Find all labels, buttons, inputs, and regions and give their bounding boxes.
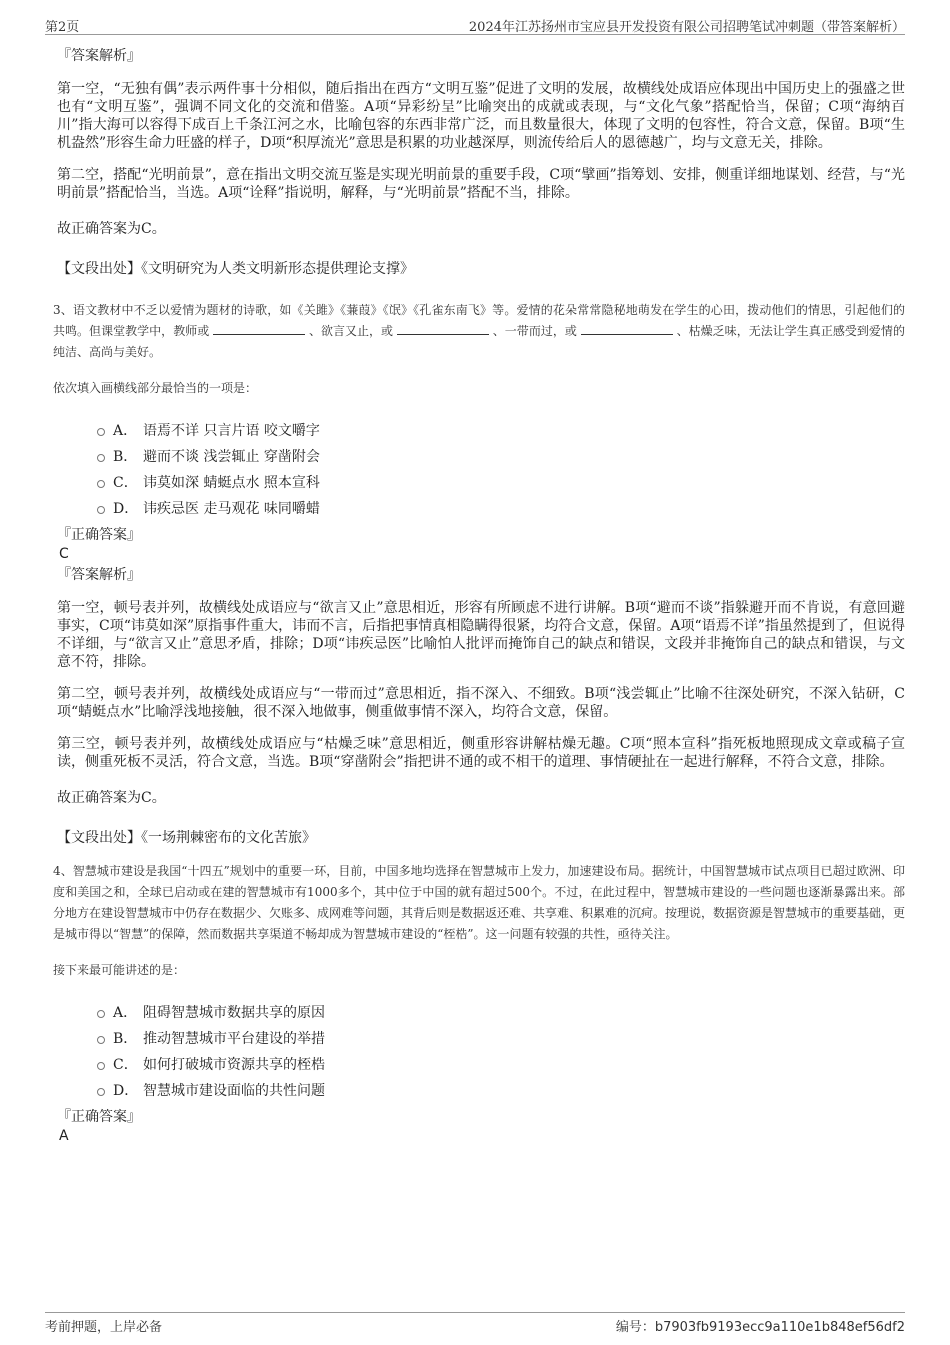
page-header bbox=[45, 14, 905, 35]
q4-option-d[interactable] bbox=[97, 1077, 905, 1103]
q3-answer: C bbox=[59, 546, 69, 562]
code-value: b7903fb9193ecc9a110e1b848ef56df2 bbox=[654, 1320, 905, 1335]
q3-analysis-label: 『答案解析』 bbox=[57, 567, 141, 583]
option-text: 阻碍智慧城市数据共享的原因 bbox=[143, 1005, 325, 1021]
q2-analysis-paragraph: 第二空，搭配“光明前景”，意在指出文明交流互鉴是实现光明前景的重要手段，C项“擘画”指筹划、安排，侧重详细地谋划、经营，与“光明前景”搭配恰当，当选。A项“诠释”指说明，解释，与“光明前景”搭配不当，排除。 bbox=[57, 167, 905, 201]
option-text: 推动智慧城市平台建设的举措 bbox=[143, 1031, 325, 1047]
q3-stem-part: 、一带而过，或 bbox=[492, 324, 577, 338]
option-letter: D． bbox=[113, 501, 139, 517]
q3-conclusion: 故正确答案为C。 bbox=[57, 790, 166, 806]
q2-conclusion: 故正确答案为C。 bbox=[57, 221, 166, 237]
q3-answer-label: 『正确答案』 bbox=[57, 527, 141, 543]
q2-source: 【文段出处】《文明研究为人类文明新形态提供理论支撑》 bbox=[57, 261, 414, 277]
q3-stem bbox=[53, 300, 905, 363]
q3-stem-part: 、欲言又止，或 bbox=[308, 324, 394, 338]
page-number: 第2页 bbox=[45, 20, 80, 35]
radio-icon[interactable] bbox=[97, 1062, 105, 1070]
option-letter: B． bbox=[113, 449, 138, 465]
option-letter: B． bbox=[113, 1031, 138, 1047]
option-letter: A． bbox=[113, 1005, 138, 1021]
page-footer bbox=[45, 1312, 905, 1333]
q4-option-a[interactable] bbox=[97, 999, 905, 1025]
q3-option-c[interactable] bbox=[97, 469, 905, 495]
option-text: 智慧城市建设面临的共性问题 bbox=[143, 1083, 325, 1099]
q4-option-b[interactable] bbox=[97, 1025, 905, 1051]
radio-icon[interactable] bbox=[97, 1088, 105, 1096]
option-text: 如何打破城市资源共享的桎梏 bbox=[143, 1057, 325, 1073]
option-text: 语焉不详 只言片语 咬文嚼字 bbox=[143, 423, 320, 439]
q3-prompt: 依次填入画横线部分最恰当的一项是： bbox=[53, 381, 258, 395]
q4-options bbox=[97, 999, 905, 1103]
radio-icon[interactable] bbox=[97, 1036, 105, 1044]
option-letter: D． bbox=[113, 1083, 139, 1099]
option-letter: A． bbox=[113, 423, 138, 439]
radio-icon[interactable] bbox=[97, 1010, 105, 1018]
q4-option-c[interactable] bbox=[97, 1051, 905, 1077]
option-text: 讳疾忌医 走马观花 味同嚼蜡 bbox=[143, 501, 320, 517]
q3-analysis-paragraph: 第一空，顿号表并列，故横线处成语应与“欲言又止”意思相近，形容有所顾虑不进行讲解。B项“避而不谈”指躲避开而不肯说，有意回避事实，C项“讳莫如深”原指事件重大，讳而不言，后指把事情真相隐瞒得很紧，均符合文意，保留。A项“语焉不详”指虽然提到了，但说得不详细，与“欲言又止”意思矛盾，排除；D项“讳疾忌医”比喻怕人批评而掩饰自己的缺点和错误，文段并非掩饰自己的缺点和错误，与文意不符，排除。 bbox=[57, 600, 905, 670]
blank-line bbox=[397, 322, 489, 335]
document-title: 2024年江苏扬州市宝应县开发投资有限公司招聘笔试冲刺题（带答案解析） bbox=[468, 20, 905, 35]
q3-option-d[interactable] bbox=[97, 495, 905, 521]
q4-stem: 4、智慧城市建设是我国“十四五”规划中的重要一环，目前，中国多地均选择在智慧城市上发力，加速建设布局。据统计，中国智慧城市试点项目已超过欧洲、印度和美国之和，全球已启动或在建的智慧城市有1000多个，其中位于中国的就有超过500个。不过，在此过程中，智慧城市建设的一些问题也逐渐暴露出来。部分地方在建设智慧城市中仍存在数据少、欠账多、成网难等问题，其背后则是数据返还难、共享难、积累难的沉疴。按理说，数据资源是智慧城市的重要基础，更是城市得以“智慧”的保障，然而数据共享渠道不畅却成为智慧城市建设的“桎梏”。这一问题有较强的共性，亟待关注。 bbox=[53, 864, 906, 941]
document-code bbox=[616, 1316, 905, 1335]
q2-analysis-paragraph: 第一空，“无独有偶”表示两件事十分相似，随后指出在西方“文明互鉴”促进了文明的发展，故横线处成语应体现出中国历史上的强盛之世也有“文明互鉴”，强调不同文化的交流和借鉴。A项“异彩纷呈”比喻突出的成就或表现，与“文化气象”搭配恰当，保留；C项“海纳百川”指大海可以容得下成百上千条江河之水，比喻包容的东西非常广泛，而且数量很大，体现了文明的包容性，符合文意，保留。B项“生机盎然”形容生命力旺盛的样子，D项“积厚流光”意思是积累的功业越深厚，则流传给后人的恩德越广，均与文意无关，排除。 bbox=[57, 81, 905, 151]
q3-options bbox=[97, 417, 905, 521]
option-text: 避而不谈 浅尝辄止 穿凿附会 bbox=[143, 449, 320, 465]
q3-analysis-paragraph: 第三空，顿号表并列，故横线处成语应与“枯燥乏味”意思相近，侧重形容讲解枯燥无趣。C项“照本宣科”指死板地照现成文章或稿子宣读，侧重死板不灵活，符合文意，当选。B项“穿凿附会”指把讲不通的或不相干的道理、事情硬扯在一起进行解释，不符合文意，排除。 bbox=[57, 736, 905, 770]
option-text: 讳莫如深 蜻蜓点水 照本宣科 bbox=[143, 475, 320, 491]
q2-analysis-label: 『答案解析』 bbox=[57, 48, 141, 64]
q4-answer: A bbox=[59, 1128, 69, 1144]
q3-stem-part: 、枯燥乏味，无法让学生真正感受到爱情的纯洁、高尚与美好。 bbox=[53, 324, 905, 359]
q3-analysis-paragraph: 第二空，顿号表并列，故横线处成语应与“一带而过”意思相近，指不深入、不细致。B项“浅尝辄止”比喻不往深处研究，不深入钻研，C项“蜻蜓点水”比喻浮浅地接触，很不深入地做事，侧重做事情不深入，均符合文意，保留。 bbox=[57, 686, 905, 720]
option-letter: C． bbox=[113, 1057, 138, 1073]
blank-line bbox=[581, 322, 673, 335]
blank-line bbox=[213, 322, 305, 335]
radio-icon[interactable] bbox=[97, 428, 105, 436]
option-letter: C． bbox=[113, 475, 138, 491]
radio-icon[interactable] bbox=[97, 480, 105, 488]
radio-icon[interactable] bbox=[97, 454, 105, 462]
page-content bbox=[53, 46, 906, 1145]
q4-answer-label: 『正确答案』 bbox=[57, 1109, 141, 1125]
code-label: 编号： bbox=[615, 1320, 655, 1335]
q3-option-b[interactable] bbox=[97, 443, 905, 469]
q3-stem-part: 3、语文教材中不乏以爱情为题材的诗歌，如《关雎》《蒹葭》《氓》《孔雀东南飞》等。爱情的花朵常常隐秘地萌发在学生的心田，拨动他们的情思，引起他们的共鸣。但课堂教学中，教师或 bbox=[53, 303, 905, 338]
radio-icon[interactable] bbox=[97, 506, 105, 514]
q3-source: 【文段出处】《一场荆棘密布的文化苦旅》 bbox=[57, 830, 316, 846]
q3-option-a[interactable] bbox=[97, 417, 905, 443]
q4-prompt: 接下来最可能讲述的是： bbox=[53, 963, 186, 977]
footer-slogan: 考前押题，上岸必备 bbox=[45, 1320, 163, 1335]
